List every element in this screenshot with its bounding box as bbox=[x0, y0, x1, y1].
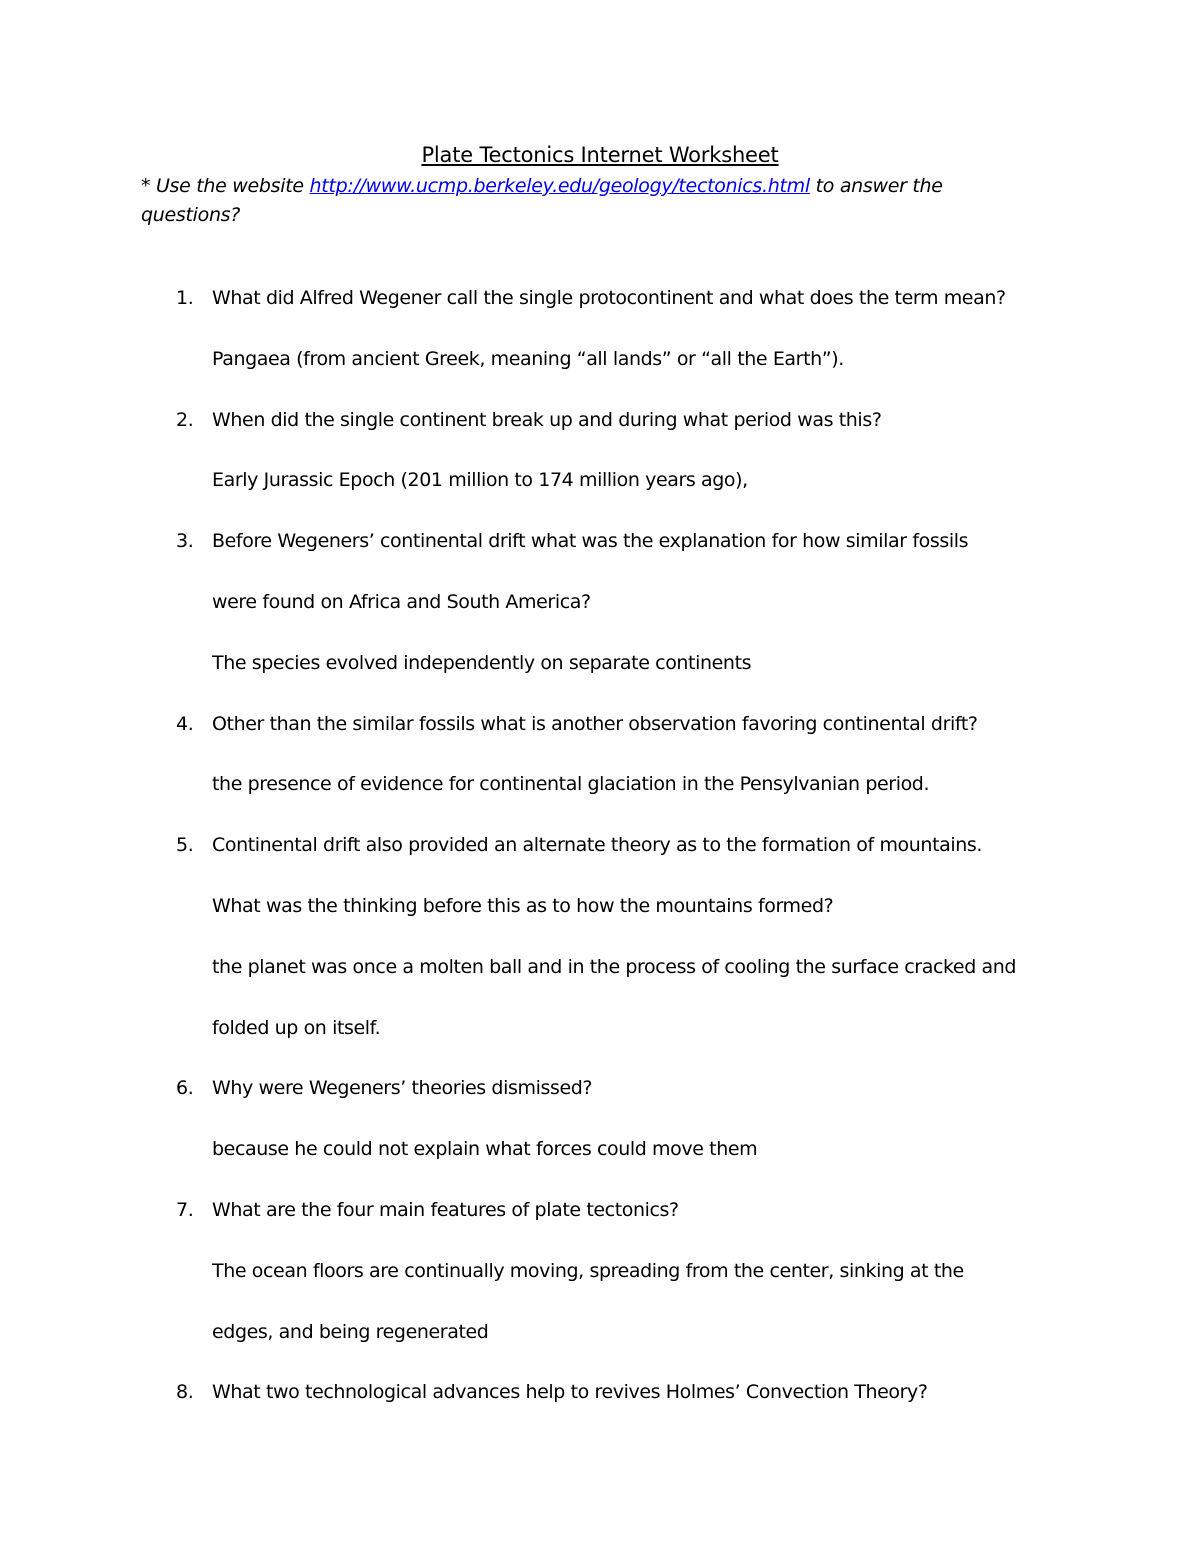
answer-text: folded up on itself. bbox=[212, 1016, 381, 1039]
question-number: 5. bbox=[176, 834, 194, 857]
question-text: Before Wegeners’ continental drift what was the explanation for how similar fossils bbox=[212, 530, 969, 553]
question-number: 1. bbox=[176, 287, 194, 309]
question-number: 7. bbox=[176, 1199, 194, 1221]
intro-text-continued: to answer the bbox=[809, 175, 943, 197]
answer-text: Early Jurassic Epoch (201 million to 174 million years ago), bbox=[212, 469, 748, 492]
question-number: 2. bbox=[176, 408, 194, 431]
question-number: 3. bbox=[176, 530, 194, 553]
question-text: What did Alfred Wegener call the single protocontinent and what does the term mean? bbox=[212, 287, 1006, 309]
intro-text: * Use the website bbox=[141, 175, 310, 197]
question-number: 4. bbox=[176, 712, 194, 735]
question-text: What are the four main features of plate tectonics? bbox=[212, 1199, 679, 1221]
question-text: Continental drift also provided an alternate theory as to the formation of mountains. bbox=[212, 834, 983, 857]
page-title: Plate Tectonics Internet Worksheet bbox=[421, 143, 779, 167]
answer-text: The species evolved independently on separate continents bbox=[212, 651, 752, 674]
question-text: What was the thinking before this as to how the mountains formed? bbox=[212, 895, 834, 917]
tectonics-website-link[interactable]: http://www.ucmp.berkeley.edu/geology/tectonics.html bbox=[309, 175, 810, 197]
question-text: Other than the similar fossils what is another observation favoring continental drift? bbox=[212, 712, 978, 735]
question-number: 6. bbox=[176, 1077, 194, 1100]
question-text: Why were Wegeners’ theories dismissed? bbox=[212, 1077, 593, 1100]
question-number: 8. bbox=[176, 1381, 194, 1404]
question-text: When did the single continent break up and during what period was this? bbox=[212, 408, 882, 431]
answer-text: edges, and being regenerated bbox=[212, 1320, 489, 1343]
answer-text: the planet was once a molten ball and in the process of cooling the surface cracked and bbox=[212, 955, 1017, 978]
intro-instructions bbox=[141, 172, 1021, 230]
question-text: were found on Africa and South America? bbox=[212, 591, 591, 613]
question-text: What two technological advances help to revives Holmes’ Convection Theory? bbox=[212, 1381, 928, 1404]
answer-text: Pangaea (from ancient Greek, meaning “all lands” or “all the Earth”). bbox=[212, 347, 844, 370]
answer-text: the presence of evidence for continental glaciation in the Pensylvanian period. bbox=[212, 773, 930, 796]
answer-text: The ocean floors are continually moving, spreading from the center, sinking at the bbox=[212, 1259, 964, 1282]
intro-text-end: questions? bbox=[141, 204, 241, 226]
answer-text: because he could not explain what forces could move them bbox=[212, 1138, 758, 1161]
